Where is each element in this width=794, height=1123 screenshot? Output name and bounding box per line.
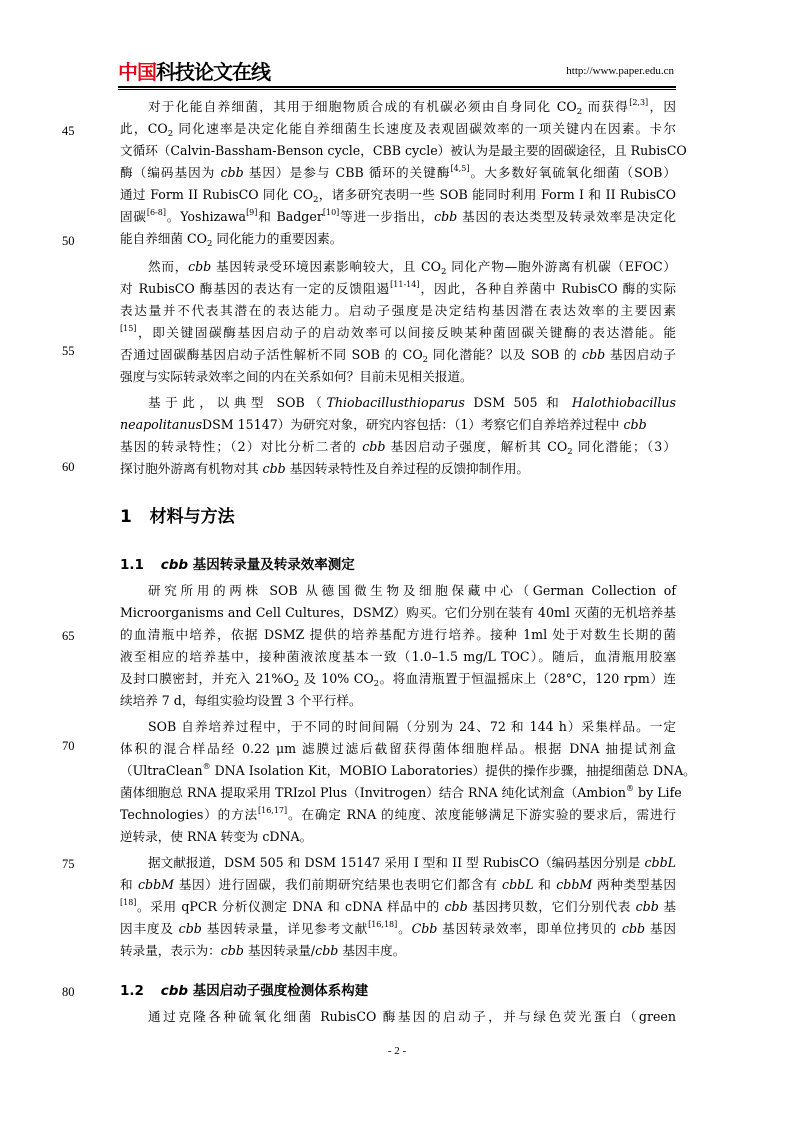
body-text: [18]。采用 qPCR 分析仪测定 DNA 和 cDNA 样品中的 cbb 基因拷贝数，它们分别代表 cbb 基: [120, 898, 676, 914]
body-text: 否通过固碳酶基因启动子活性解析不同 SOB 的 $CO_2$ 同化潜能？以及 SOB 的 cbb 基因启动子: [120, 347, 676, 365]
body-text: Technologies）的方法[16,17]。在确定 RNA 的纯度、浓度能够满足下游实验的要求后，需进行: [120, 806, 676, 822]
body-text: 基因的转录特性；（2）对比分析二者的 cbb 基因启动子强度，解析其 $CO_2$ 同化潜能；（3）: [120, 439, 677, 457]
body-text: 液至相应的培养基中，接种菌液浓度基本一致（1.0–1.5 mg/L TOC）。随后，血清瓶用胶塞: [120, 649, 676, 664]
body-text: 然而，cbb 基因转录受环境因素影响较大，且 $CO_2$ 同化产物—胞外游离有机碳（EFOC）: [148, 259, 677, 277]
body-text: 的血清瓶中培养，依据 DSMZ 提供的培养基配方进行培养。接种 1ml 处于对数生长期的菌: [120, 627, 676, 642]
body-text: 能自养细菌 $CO_2$ 同化能力的重要因素。: [120, 231, 343, 249]
body-text: 此，$CO_2$ 同化速率是决定化能自养细菌生长速度及表观固碳效率的一项关键内在因素。卡尔: [120, 121, 676, 139]
body-text: [15]，即关键固碳酶基因启动子的启动效率可以间接反映某种菌固碳关键酶的表达潜能。能: [120, 324, 676, 340]
body-text: 表达量并不代表其潜在的表达能力。启动子强度是决定结构基因潜在表达效率的主要因素: [120, 303, 676, 318]
body-text: SOB 自养培养过程中，于不同的时间间隔（分别为 24、72 和 144 h）采集样品。一定: [148, 719, 676, 734]
page-number: - 2 -: [387, 1045, 407, 1057]
line-number: 70: [62, 739, 75, 753]
body-text: 及封口膜密封，并充入 $21\%O_2$ 及 10% $CO_2$。将血清瓶置于恒温摇床上（28°C，120 rpm）连: [120, 671, 677, 689]
body-text: 逆转录，使 RNA 转变为 cDNA。: [120, 829, 313, 844]
body-text: 续培养 7 d，每组实验均设置 3 个平行样。: [120, 693, 362, 708]
body-text: 文循环（Calvin-Bassham-Benson cycle，CBB cycle）被认为是最主要的固碳途径，且 RubisCO: [120, 143, 687, 158]
line-number: 75: [62, 857, 75, 871]
line-number: 45: [62, 124, 75, 138]
body-text: 探讨胞外游离有机物对其 cbb 基因转录特性及自养过程的反馈抑制作用。: [120, 461, 530, 476]
line-number: 80: [62, 985, 75, 999]
body-text: 体积的混合样品经 0.22 μm 滤膜过滤后截留获得菌体细胞样品。根据 DNA 抽提试剂盒: [120, 741, 676, 756]
body-text: 和 cbbM 基因）进行固碳，我们前期研究结果也表明它们都含有 cbbL 和 cbbM 两种类型基因: [120, 877, 676, 892]
body-text: 固碳[6-8]。Yoshizawa[9]和 Badger[10]等进一步指出，cbb 基因的表达类型及转录效率是决定化: [120, 208, 676, 224]
body-text: 通过克隆各种硫氧化细菌 RubisCO 酶基因的启动子，并与绿色荧光蛋白（green: [148, 1009, 676, 1024]
line-number: 65: [62, 629, 75, 643]
body-text: 强度与实际转录效率之间的内在关系如何？目前未见相关报道。: [120, 369, 473, 384]
body-text: 转录量，表示为：cbb 基因转录量/cbb 基因丰度。: [120, 943, 406, 958]
body-text: 菌体细胞总 RNA 提取采用 TRIzol Plus（Invitrogen）结合 RNA 纯化试剂盒（Ambion® by Life: [120, 784, 682, 800]
body-text: 酶（编码基因为 cbb 基因）是参与 CBB 循环的关键酶[4,5]。大多数好氧硫氧化细菌（SOB）: [120, 164, 676, 180]
body-text: 对 RubisCO 酶基因的表达有一定的反馈阻遏[11-14]，因此，各种自养菌中 RubisCO 酶的实际: [120, 280, 676, 296]
section-heading: 1 材料与方法: [120, 507, 235, 527]
body-text: 通过 Form II RubisCO 同化 $CO_2$，诸多研究表明一些 SOB 能同时利用 Form I 和 II RubisCO: [120, 187, 676, 205]
line-number: 60: [62, 460, 75, 474]
body-text: 基于此，以典型 SOB（Thiobacillusthioparus DSM 505 和 Halothiobacillus: [148, 395, 676, 410]
header-url[interactable]: http://www.paper.edu.cn: [566, 65, 674, 77]
body-text: 据文献报道，DSM 505 和 DSM 15147 采用 I 型和 II 型 RubisCO（编码基因分别是 cbbL: [148, 855, 676, 870]
body-text: 对于化能自养细菌，其用于细胞物质合成的有机碳必须由自身同化 $CO_2$ 而获得[2,3]，因: [148, 98, 676, 117]
subsection-heading: 1.2 cbb 基因启动子强度检测体系构建: [120, 983, 369, 999]
logo: 中国科技论文在线: [118, 60, 270, 84]
body-text: （UltraClean® DNA Isolation Kit，MOBIO Laboratories）提供的操作步骤，抽提细菌总 DNA。: [120, 762, 696, 778]
header-rule-thin: [118, 89, 676, 90]
body-text: neapolitanusDSM 15147）为研究对象，研究内容包括：（1）考察它们自养培养过程中 cbb: [120, 417, 647, 432]
line-number: 55: [62, 344, 75, 358]
subsection-heading: 1.1 cbb 基因转录量及转录效率测定: [120, 557, 355, 573]
body-text: Microorganisms and Cell Cultures，DSMZ）购买。它们分别在装有 40ml 灭菌的无机培养基: [120, 605, 676, 620]
body-text: 研究所用的两株 SOB 从德国微生物及细胞保藏中心（German Collection of: [148, 583, 676, 598]
line-number: 50: [62, 234, 75, 248]
body-text: 因丰度及 cbb 基因转录量，详见参考文献[16,18]。Cbb 基因转录效率，即单位拷贝的 cbb 基因: [120, 920, 676, 936]
header-rule: [118, 86, 676, 88]
